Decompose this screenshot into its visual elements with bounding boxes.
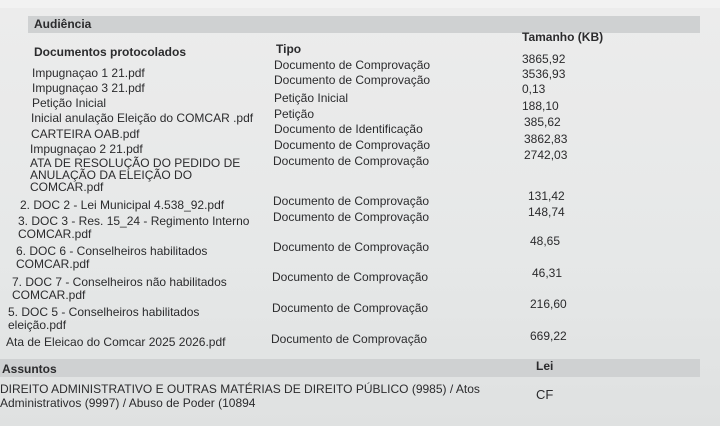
- doc-type: Documento de Comprovação: [272, 270, 429, 284]
- doc-size: 3862,83: [524, 132, 568, 146]
- doc-type: Documento de Comprovação: [273, 240, 430, 254]
- doc-type: Documento de Identificação: [274, 122, 423, 136]
- assuntos-bar: [0, 359, 700, 377]
- doc-name: Inicial anulação Eleição do COMCAR .pdf: [31, 111, 254, 125]
- doc-name: Petição Inicial: [32, 96, 107, 110]
- col-header-tamanho: Tamanho (KB): [522, 30, 604, 44]
- doc-type: Documento de Comprovação: [273, 154, 430, 168]
- doc-size: 131,42: [528, 189, 565, 203]
- doc-name: ATA DE RESOLUÇÃO DO PEDIDO DE ANULAÇÃO DA ELEIÇÃO DO COMCAR.pdf: [30, 156, 241, 194]
- doc-name: Ata de Eleicao do Comcar 2025 2026.pdf: [6, 335, 226, 349]
- doc-type: Petição Inicial: [274, 91, 349, 105]
- lei-value: CF: [536, 387, 554, 402]
- doc-name: 7. DOC 7 - Conselheiros não habilitados COMCAR.pdf: [12, 275, 227, 302]
- top-strip: [0, 0, 720, 8]
- doc-name: CARTEIRA OAB.pdf: [31, 127, 140, 141]
- doc-size: 148,74: [528, 205, 565, 219]
- doc-size: 669,22: [530, 329, 567, 343]
- doc-size: 3536,93: [522, 67, 566, 81]
- doc-type: Documento de Comprovação: [274, 73, 431, 87]
- doc-size: 3865,92: [522, 52, 566, 66]
- doc-name: 6. DOC 6 - Conselheiros habilitados COMCAR.pdf: [16, 244, 208, 271]
- col-header-tipo: Tipo: [276, 42, 302, 56]
- doc-name: Impugnaçao 3 21.pdf: [32, 81, 145, 95]
- doc-size: 0,13: [522, 82, 546, 96]
- assuntos-title: Assuntos: [2, 362, 57, 376]
- doc-name: 3. DOC 3 - Res. 15_24 - Regimento Interno COMCAR.pdf: [18, 214, 250, 241]
- doc-size: 2742,03: [524, 148, 568, 162]
- doc-type: Documento de Comprovação: [272, 301, 429, 315]
- doc-type: Documento de Comprovação: [274, 58, 431, 72]
- assunto-text: DIREITO ADMINISTRATIVO E OUTRAS MATÉRIAS DE DIREITO PÚBLICO (9985) / Atos Administrativos (9997) / Abuso de Poder (10894: [0, 382, 480, 410]
- doc-type: Documento de Comprovação: [274, 138, 431, 152]
- doc-name: Impugnaçao 1 21.pdf: [32, 66, 145, 80]
- doc-type: Documento de Comprovação: [273, 210, 430, 224]
- doc-type: Petição: [274, 107, 315, 121]
- doc-name: 5. DOC 5 - Conselheiros habilitados eleição.pdf: [8, 305, 200, 332]
- doc-size: 188,10: [522, 99, 559, 113]
- doc-type: Documento de Comprovação: [271, 332, 428, 346]
- doc-size: 48,65: [530, 234, 561, 248]
- doc-name: Impugnaçao 2 21.pdf: [30, 142, 143, 156]
- doc-name: 2. DOC 2 - Lei Municipal 4.538_92.pdf: [20, 198, 225, 212]
- doc-size: 385,62: [524, 115, 561, 129]
- audiencia-title: Audiência: [34, 17, 92, 31]
- col-header-documentos: Documentos protocolados: [34, 45, 187, 59]
- doc-size: 46,31: [532, 266, 563, 280]
- doc-type: Documento de Comprovação: [273, 194, 430, 208]
- lei-header: Lei: [536, 359, 554, 373]
- doc-size: 216,60: [530, 297, 567, 311]
